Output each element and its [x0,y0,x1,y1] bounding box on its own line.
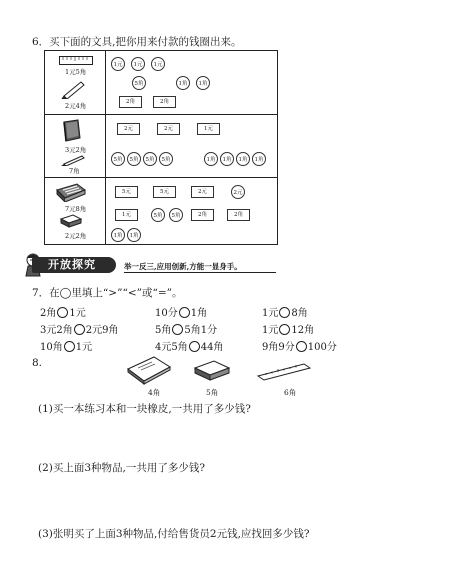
banknote[interactable]: 2角 [153,96,176,108]
compare-left: 10角 [40,342,63,353]
pencil-icon [61,154,87,166]
compare-item [155,304,207,319]
coin[interactable]: 5角 [127,152,141,166]
item-price: 7角 [69,167,80,175]
row-divider [45,177,277,178]
table-divider [105,51,106,244]
answer-circle[interactable] [64,341,75,352]
coin[interactable]: 1元 [131,57,145,71]
q8-number: 8. [32,357,43,369]
compare-item [262,321,314,336]
item-price: 1元5角 [65,68,87,76]
compare-right: 1角 [190,308,208,319]
compare-item [262,304,308,319]
compare-right: 1元 [69,308,86,319]
banknote[interactable]: 2角 [191,209,214,221]
ruler-icon [59,56,93,65]
coin[interactable]: 1元 [111,57,125,71]
banknote[interactable]: 1元 [115,209,138,221]
coin[interactable]: 1角 [204,152,218,166]
compare-left: 4元5角 [155,342,188,353]
coin[interactable]: 1角 [196,76,210,90]
compare-item [40,338,92,353]
section-slogan: 举一反三,应用创新,方能一显身手。 [124,262,242,271]
coin[interactable]: 1角 [127,228,141,242]
compare-right: 8角 [291,308,308,319]
compare-left: 2角 [40,308,57,319]
item-price: 2元2角 [65,232,87,240]
compare-item [155,321,217,336]
eraser-icon [59,214,83,228]
item-price: 3元2角 [65,146,87,154]
compare-left: 10分 [155,308,178,319]
banknote[interactable]: 5元 [115,186,138,198]
q8-sub-question: (2)买上面3种物品,一共用了多少钱? [38,462,206,474]
slogan-underline [124,272,276,273]
banknote[interactable]: 1元 [197,123,220,135]
banknote[interactable]: 2元 [117,123,140,135]
answer-circle[interactable] [279,324,290,335]
compare-item [262,338,337,353]
coin[interactable]: 5角 [143,152,157,166]
compare-item [40,321,118,336]
answer-circle[interactable] [189,341,200,352]
coin[interactable]: 5角 [159,152,173,166]
answer-circle[interactable] [279,307,290,318]
compare-left: 9角9分 [262,342,295,353]
answer-circle[interactable] [296,341,307,352]
compare-left: 5角 [155,325,172,336]
compare-left: 1元 [262,325,279,336]
item-price: 7元8角 [65,205,87,213]
q8-sub-question: (3)张明买了上面3种物品,付给售货员2元钱,应找回多少钱? [38,528,310,540]
coin[interactable]: 5角 [111,152,125,166]
answer-circle[interactable] [172,324,183,335]
answer-circle[interactable] [74,324,85,335]
coin[interactable]: 1元 [151,57,165,71]
coin[interactable]: 1角 [236,152,250,166]
item-price: 6角 [284,388,297,397]
pen-icon [61,79,87,99]
item-price: 5角 [206,388,219,397]
section-title: 开放探究 [48,258,96,271]
item-price: 4角 [148,388,161,397]
compare-left: 1元 [262,308,279,319]
compare-item [155,338,223,353]
compare-right: 1元 [75,342,93,353]
compare-right: 12角 [291,325,315,336]
q8-sub-question: (1)买一本练习本和一块橡皮,一共用了多少钱? [38,403,251,415]
banknote[interactable]: 2角 [119,96,142,108]
compare-right: 2元9角 [85,325,119,336]
row-divider [45,114,277,115]
notebook-icon [61,119,83,143]
answer-circle[interactable] [57,307,68,318]
exercise-book-icon [124,355,174,385]
coin[interactable]: 1角 [252,152,266,166]
banknote[interactable]: 2角 [227,209,250,221]
eraser-icon [192,359,232,383]
coin[interactable]: 5角 [169,208,183,222]
compare-right: 5角1分 [184,325,218,336]
coin[interactable]: 5角 [132,76,146,90]
q7-title: 7．在◯里填上“>”“<”或“=”。 [32,287,183,299]
coin[interactable]: 1角 [111,228,125,242]
banknote[interactable]: 5元 [153,186,176,198]
coin[interactable]: 1角 [220,152,234,166]
coin[interactable]: 1角 [176,76,190,90]
q6-title: 6．买下面的文具,把你用来付款的钱圈出来。 [32,36,242,48]
compare-right: 44角 [200,342,224,353]
banknote[interactable]: 2元 [157,123,180,135]
compare-left: 3元2角 [40,325,73,336]
item-price: 2元4角 [65,102,87,110]
ruler-icon [256,362,312,382]
pencil-case-icon [55,182,87,202]
compare-right: 100分 [307,342,337,353]
coin[interactable]: 5角 [151,208,165,222]
q6-table [44,50,278,245]
compare-item [40,304,86,319]
banknote[interactable]: 2元 [191,186,214,198]
coin[interactable]: 2元 [231,185,245,199]
answer-circle[interactable] [179,307,190,318]
